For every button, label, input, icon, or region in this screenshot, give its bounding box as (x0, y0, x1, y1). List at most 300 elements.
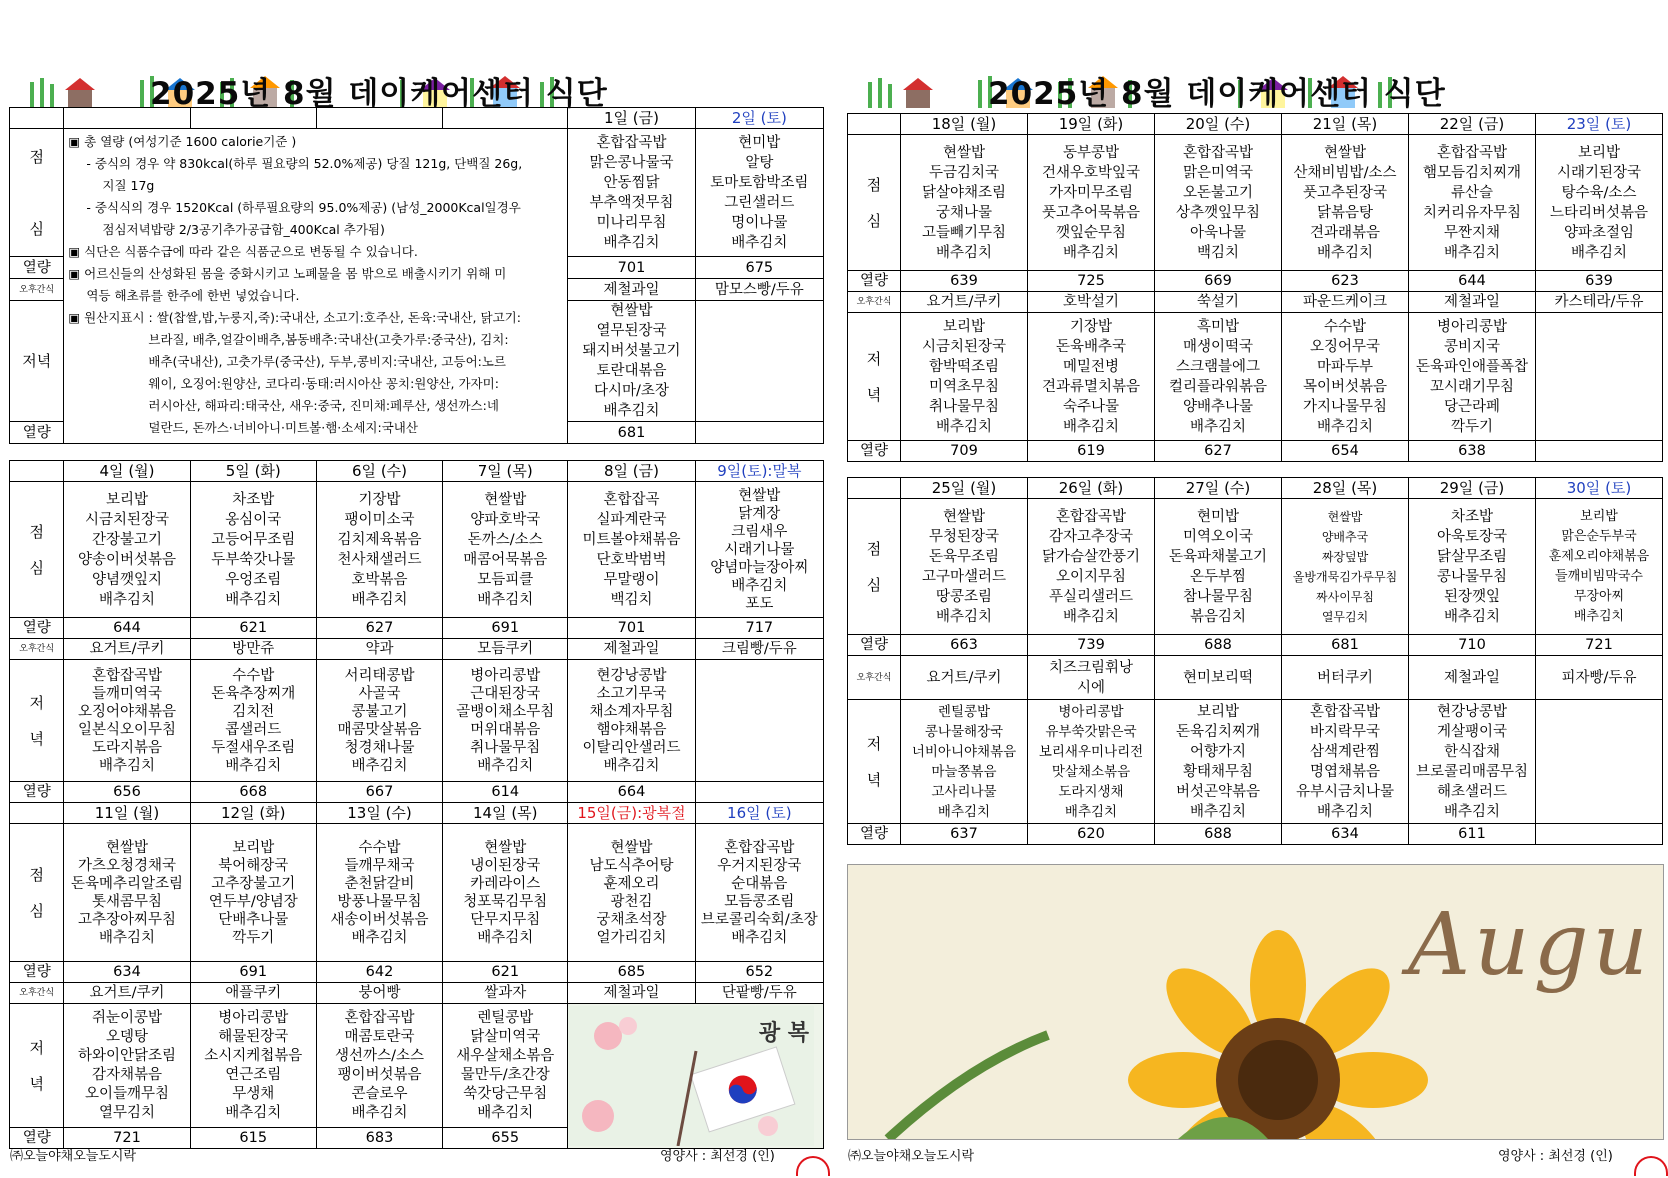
lunch-cell (1028, 135, 1155, 271)
menu-item: 백김치 (1196, 244, 1240, 261)
menu-item: 기장밥 (1069, 318, 1113, 335)
menu-item: 매콤어묵볶음 (463, 551, 548, 568)
menu-item: 토마토함박조림 (710, 174, 809, 191)
menu-item: 너비아니야채볶음 (911, 743, 1017, 760)
menu-item: 생선까스/소스 (335, 1047, 424, 1064)
menu-item: 메밀전병 (1062, 358, 1120, 375)
menu-item: 병아리콩밥 (218, 1009, 289, 1026)
menu-item: 게살팽이국 (1436, 723, 1508, 740)
day-header: 21일 (목) (1282, 114, 1409, 135)
menu-item: 온두부찜 (1189, 568, 1247, 585)
snack-cell: 카스테라/두유 (1536, 292, 1663, 313)
menu-item: 양배추국 (1321, 529, 1369, 544)
menu-item: 명엽채볶음 (1309, 763, 1381, 780)
menu-item: 배추김치 (1570, 244, 1628, 261)
menu-item: 맑은콩나물국 (589, 154, 674, 171)
lunch-cell (190, 482, 316, 618)
menu-item: 렌틸콩밥 (477, 1009, 534, 1026)
dinner-cell (1536, 700, 1663, 824)
cal-cell: 639 (1536, 271, 1663, 292)
lunch-cell (695, 129, 823, 257)
cal-cell: 611 (1409, 824, 1536, 845)
dinner-cell (568, 301, 695, 422)
menu-item: 기장밥 (358, 491, 401, 508)
menu-item: 머위대볶음 (470, 721, 541, 738)
menu-item: 상추깻잎무침 (1175, 204, 1261, 221)
row-label-lunch: 점 심 (10, 129, 64, 257)
menu-item: 시래기나물 (724, 541, 795, 558)
row-label-dinner: 저 녁 (10, 660, 64, 782)
menu-item: 팽이버섯볶음 (337, 1066, 422, 1083)
cal-cell: 681 (568, 422, 695, 444)
menu-item: 마파두부 (1316, 358, 1374, 375)
menu-item: 버섯곤약볶음 (1175, 783, 1261, 800)
menu-item: 현쌀밥 (484, 491, 527, 508)
snack-cell: 단팥빵/두유 (695, 983, 823, 1004)
menu-item: 배추김치 (1573, 608, 1625, 624)
menu-item: 수수밥 (358, 839, 401, 856)
menu-item: 닭계장 (738, 505, 781, 522)
menu-item: 오돈불고기 (1182, 184, 1254, 201)
dinner-cell (316, 660, 442, 782)
menu-item: 현쌀밥 (942, 508, 986, 525)
cal-cell: 642 (316, 962, 442, 983)
menu-item: 류산슬 (1450, 184, 1494, 201)
menu-item: 배추김치 (225, 757, 282, 774)
menu-item: 근대된장국 (470, 685, 541, 702)
menu-item: 목이버섯볶음 (1302, 378, 1388, 395)
dinner-cell (1282, 313, 1409, 441)
cal-cell: 691 (443, 618, 568, 639)
seal-stamp (1634, 1156, 1668, 1176)
menu-item: 배추김치 (477, 757, 534, 774)
menu-item: 꼬시래기무침 (1429, 378, 1515, 395)
menu-item: 춘천닭갈비 (344, 875, 415, 892)
menu-item: 배추김치 (1316, 418, 1374, 435)
menu-item: 남도식추어탕 (589, 857, 674, 874)
lunch-cell (316, 482, 442, 618)
row-label-cal: 열량 (10, 1128, 64, 1149)
row-label-cal: 열량 (10, 618, 64, 639)
menu-item: 돈육무조림 (928, 548, 1000, 565)
dinner-cell (695, 301, 823, 422)
menu-item: 배추김치 (351, 1104, 408, 1121)
dinner-cell (1282, 700, 1409, 824)
menu-item: 고등어무조림 (211, 531, 296, 548)
menu-item: 배추김치 (731, 577, 788, 594)
footer-company: ㈜오늘야채오늘도시락 (10, 1149, 137, 1164)
menu-item: 도라지생채 (1058, 783, 1124, 800)
menu-item: 들깨비빔막국수 (1555, 568, 1643, 584)
menu-item: 배추김치 (935, 244, 993, 261)
page-title: 2025년 8월 데이케어센터 식단 (988, 76, 1446, 112)
dinner-cell (1028, 313, 1155, 441)
menu-item: 황태채무침 (1182, 763, 1254, 780)
menu-item: 배추김치 (477, 591, 534, 608)
snack-cell: 요거트/쿠키 (64, 983, 190, 1004)
menu-item: 연근조림 (225, 1066, 282, 1083)
footer-dietitian: 영양사 : 최선경 (인) (1498, 1149, 1613, 1164)
lunch-cell (1155, 135, 1282, 271)
menu-item: 배추김치 (937, 803, 991, 820)
menu-item: 배추김치 (935, 608, 993, 625)
menu-item: 어향가지 (1189, 743, 1247, 760)
day-header: 30일 (토) (1536, 478, 1663, 499)
cal-cell: 621 (443, 962, 568, 983)
snack-cell: 제철과일 (1409, 292, 1536, 313)
day-header: 9일(토):말복 (695, 461, 823, 482)
snack-cell: 버터쿠키 (1282, 656, 1409, 700)
menu-item: 감자채볶음 (91, 1066, 163, 1083)
lunch-cell (901, 499, 1028, 635)
cal-cell: 655 (443, 1128, 568, 1149)
menu-item: 두부쑥갓나물 (211, 551, 296, 568)
cal-cell: 627 (1155, 441, 1282, 462)
dinner-cell (1536, 313, 1663, 441)
day-header: 8일 (금) (568, 461, 695, 482)
cal-cell: 614 (443, 782, 568, 803)
dinner-cell (1028, 700, 1155, 824)
lunch-cell (443, 824, 568, 962)
cal-cell (1536, 441, 1663, 462)
menu-item: 배추김치 (1064, 803, 1118, 820)
snack-cell: 요거트/쿠키 (901, 656, 1028, 700)
menu-item: 차조밥 (1450, 508, 1494, 525)
snack-cell: 제철과일 (568, 983, 695, 1004)
menu-item: 무생채 (232, 1085, 275, 1102)
notice-box: ▣ 총 열량 (여성기준 1600 calorie기준 ) - 중식의 경우 약 830kcal(하루 필요량의 52.0%제공) 당질 121g, 단백질 26g, 지질 17g - 중식식의 경우 1520Kcal (하루필요량의 95.0%제공) (남성_2000Kcal일경우 점심저녁밥량 2/3공기추가공급함_400Kcal 추가됨) ▣ 식단은 식품수급에 따라 같은 식품군으로 변동될 수 있습니다. ▣ 어르신들의 산성화된 몸을 중화시키고 노폐물을 몸 밖으로 배출시키기 위해 미 역등 해초류를 한주에 한번 넣었습니다. ▣ 원산지표시 : 쌀(찹쌀,밥,누룽지,죽):국내산, 소고기:호주산, 돈육:국내산, 닭고기: 브라질, 배추,얼갈이배추,봄동배추:국내산(고춧가루:중국산), 김치: 배추(국내산), 고춧가루(중국산), 두부,콩비지:국내산, 고등어:노르 웨이, 오징어:원양산, 코다리·동태:러시아산 꽁치:원양산, 가자미: 러시아산, 해파리:태국산, 새우:중국, 진미채:페루산, 생선까스:네 덜란드, 돈까스·너비아니·미트볼·햄·소세지:국내산 (64, 129, 568, 444)
right-page (838, 0, 1668, 1178)
cal-cell: 639 (901, 271, 1028, 292)
menu-item: 배추김치 (225, 591, 282, 608)
menu-item: 천사채샐러드 (337, 551, 422, 568)
snack-cell: 요거트/쿠키 (901, 292, 1028, 313)
menu-item: 병아리콩밥 (470, 667, 541, 684)
menu-item: 미역초무침 (928, 378, 1000, 395)
cal-cell: 721 (64, 1128, 190, 1149)
day-header: 1일 (금) (568, 108, 695, 129)
menu-item: 병아리콩밥 (1058, 703, 1124, 720)
row-label-lunch: 점 심 (848, 499, 901, 635)
cal-cell: 688 (1155, 635, 1282, 656)
cal-cell (695, 422, 823, 444)
menu-item: 배추김치 (351, 591, 408, 608)
menu-item: 배추김치 (99, 591, 156, 608)
menu-item: 들깨무채국 (344, 857, 415, 874)
menu-item: 채소계자무침 (589, 703, 674, 720)
menu-item: 배추김치 (477, 929, 534, 946)
cal-cell: 667 (316, 782, 442, 803)
menu-item: 해초샐러드 (1436, 783, 1508, 800)
menu-item: 짜장덮밥 (1321, 549, 1369, 564)
cal-cell: 669 (1155, 271, 1282, 292)
menu-item: 혼합잡곡밥 (724, 839, 795, 856)
row-label-dinner: 저 녁 (848, 700, 901, 824)
menu-item: 오징어무국 (1309, 338, 1381, 355)
cal-cell: 675 (695, 257, 823, 279)
lunch-cell (64, 824, 190, 962)
menu-item: 그린샐러드 (724, 194, 795, 211)
menu-item: 견과류멸치볶음 (1041, 378, 1141, 395)
menu-item: 콩나물해장국 (924, 723, 1004, 740)
row-label-cal: 열량 (848, 441, 901, 462)
dinner-cell (443, 660, 568, 782)
menu-item: 서리태콩밥 (344, 667, 415, 684)
menu-item: 햄야채볶음 (596, 721, 667, 738)
menu-item: 이탈리안샐러드 (582, 739, 681, 756)
menu-item: 일본식오이무침 (77, 721, 177, 738)
row-label-lunch: 점 심 (848, 135, 901, 271)
seal-stamp (796, 1156, 830, 1176)
menu-item: 콘슬로우 (351, 1085, 408, 1102)
left-page (0, 0, 830, 1178)
lunch-cell (568, 824, 695, 962)
menu-item: 깍두기 (1450, 418, 1494, 435)
menu-item: 돈육메추리알조림 (70, 875, 184, 892)
snack-cell: 애플쿠키 (190, 983, 316, 1004)
menu-item: 콩나물무침 (1436, 568, 1508, 585)
cal-cell: 664 (568, 782, 695, 803)
cal-cell: 638 (1409, 441, 1536, 462)
day-header: 14일 (목) (443, 803, 568, 824)
day-header: 25일 (월) (901, 478, 1028, 499)
menu-item: 현쌀밥 (942, 144, 986, 161)
day-header: 28일 (목) (1282, 478, 1409, 499)
menu-item: 청경채나물 (344, 739, 415, 756)
menu-item: 돈육파인애플폭찹 (1415, 358, 1529, 375)
menu-item: 차조밥 (232, 491, 275, 508)
snack-cell: 크림빵/두유 (695, 639, 823, 660)
row-label-snack: 오후간식 (10, 983, 64, 1004)
menu-item: 김치제육볶음 (337, 531, 422, 548)
cal-cell: 663 (901, 635, 1028, 656)
menu-item: 고추장아찌무침 (77, 911, 177, 928)
menu-item: 탕수육/소스 (1561, 184, 1637, 201)
menu-item: 맛살채소볶음 (1051, 763, 1131, 780)
menu-item: 팽이미소국 (344, 511, 415, 528)
menu-item: 배추김치 (1062, 608, 1120, 625)
menu-item: 청포묵김무침 (463, 893, 548, 910)
cal-cell: 623 (1282, 271, 1409, 292)
day-header: 6일 (수) (316, 461, 442, 482)
menu-item: 호박볶음 (351, 571, 408, 588)
menu-item: 고사리나물 (931, 783, 997, 800)
menu-item: 감자고추장국 (1048, 528, 1134, 545)
row-label-dinner: 저 녁 (848, 313, 901, 441)
menu-item: 현쌀밥 (610, 839, 653, 856)
row-label-snack: 오후간식 (10, 639, 64, 660)
snack-cell: 파운드케이크 (1282, 292, 1409, 313)
snack-cell: 요거트/쿠키 (64, 639, 190, 660)
dinner-cell (64, 660, 190, 782)
august-script-text: Augu (1408, 895, 1652, 995)
menu-item: 땅콩조림 (935, 588, 993, 605)
corner-cell (10, 108, 64, 129)
lunch-cell (443, 482, 568, 618)
menu-item: 참나물무침 (1182, 588, 1254, 605)
menu-item: 맑은순두부국 (1561, 528, 1637, 544)
menu-item: 배추김치 (731, 234, 788, 251)
menu-item: 깻잎순무침 (1055, 224, 1127, 241)
cal-cell: 634 (1282, 824, 1409, 845)
dinner-cell (1409, 700, 1536, 824)
menu-item: 배추김치 (1316, 803, 1374, 820)
menu-item: 치커리유자무침 (1422, 204, 1522, 221)
row-label-lunch: 점 심 (10, 824, 64, 962)
menu-item: 보리밥 (106, 491, 149, 508)
menu-item: 우거지된장국 (717, 857, 802, 874)
menu-item: 볶음김치 (1189, 608, 1247, 625)
lunch-cell (1282, 135, 1409, 271)
cal-cell: 710 (1409, 635, 1536, 656)
day-header: 15일(금):광복절 (568, 803, 695, 824)
menu-item: 크림새우 (731, 523, 788, 540)
menu-item: 브로콜리매콤무침 (1415, 763, 1529, 780)
menu-item: 해물된장국 (218, 1028, 289, 1045)
menu-item: 삼색계란찜 (1309, 743, 1381, 760)
menu-item: 함박떡조림 (928, 358, 1000, 375)
cal-cell: 637 (901, 824, 1028, 845)
menu-item: 콩불고기 (351, 703, 408, 720)
menu-item: 시금치된장국 (921, 338, 1007, 355)
page-title: 2025년 8월 데이케어센터 식단 (150, 76, 608, 112)
day-header: 16일 (토) (695, 803, 823, 824)
dinner-cell (901, 313, 1028, 441)
menu-item: 양파호박국 (470, 511, 541, 528)
menu-item: 광천김 (610, 893, 653, 910)
cal-cell: 709 (901, 441, 1028, 462)
menu-item: 얼가리김치 (596, 929, 667, 946)
day-header: 22일 (금) (1409, 114, 1536, 135)
dinner-cell (64, 1004, 190, 1128)
snack-cell: 쑥설기 (1155, 292, 1282, 313)
menu-item: 수수밥 (232, 667, 275, 684)
poster-title: 광 복 (758, 1021, 809, 1046)
row-label-cal: 열량 (848, 271, 901, 292)
menu-item: 고들빼기무침 (921, 224, 1007, 241)
menu-item: 닭볶음탕 (1316, 204, 1374, 221)
day-header: 19일 (화) (1028, 114, 1155, 135)
menu-item: 양파초절임 (1563, 224, 1635, 241)
menu-item: 스크램블에그 (1175, 358, 1261, 375)
menu-item: 미역오이국 (1182, 528, 1254, 545)
cal-cell (695, 782, 823, 803)
menu-item: 실파계란국 (596, 511, 667, 528)
menu-item: 현미밥 (1196, 508, 1240, 525)
menu-item: 현쌀밥 (1327, 509, 1363, 524)
snack-cell: 제철과일 (568, 639, 695, 660)
menu-item: 두금김치국 (928, 164, 1000, 181)
cal-cell: 619 (1028, 441, 1155, 462)
menu-item: 시래기된장국 (1556, 164, 1642, 181)
menu-item: 배추김치 (99, 757, 156, 774)
menu-item: 보리밥 (1577, 144, 1621, 161)
menu-item: 오이들깨무침 (84, 1085, 170, 1102)
snack-cell: 맘모스빵/두유 (695, 279, 823, 301)
row-label-snack: 오후간식 (848, 656, 901, 700)
menu-item: 배추김치 (225, 1104, 282, 1121)
menu-item: 가츠오청경채국 (77, 857, 177, 874)
cal-cell: 644 (64, 618, 190, 639)
menu-item: 혼합잡곡밥 (344, 1009, 415, 1026)
menu-item: 배추김치 (731, 929, 788, 946)
menu-item: 혼합잡곡밥 (1436, 144, 1508, 161)
menu-item: 무청된장국 (928, 528, 1000, 545)
menu-item: 쥐눈이콩밥 (91, 1009, 163, 1026)
lunch-cell (695, 824, 823, 962)
cal-cell: 721 (1536, 635, 1663, 656)
menu-item: 배추김치 (1443, 244, 1501, 261)
menu-item: 궁채나물 (935, 204, 993, 221)
cal-cell: 634 (64, 962, 190, 983)
menu-item: 깍두기 (232, 929, 275, 946)
menu-item: 현쌀밥 (610, 303, 653, 319)
menu-item: 배추김치 (477, 1104, 534, 1121)
snack-cell: 피자빵/두유 (1536, 656, 1663, 700)
row-label-dinner: 저 녁 (10, 1004, 64, 1128)
dinner-cell (901, 700, 1028, 824)
menu-item: 열무김치 (1321, 609, 1369, 624)
menu-item: 콥샐러드 (225, 721, 282, 738)
menu-item: 양념마늘장아찌 (710, 559, 809, 576)
menu-item: 돈육배추국 (1055, 338, 1127, 355)
menu-item: 양배추나물 (1182, 398, 1254, 415)
menu-item: 아욱토장국 (1436, 528, 1508, 545)
menu-item: 토란대볶음 (596, 363, 667, 379)
menu-item: 오뎅탕 (106, 1028, 149, 1045)
menu-item: 닭살무조림 (1436, 548, 1508, 565)
menu-item: 포도 (745, 595, 774, 612)
menu-item: 매콤토란국 (344, 1028, 415, 1045)
menu-item: 오징어야채볶음 (77, 703, 177, 720)
row-label-cal: 열량 (10, 257, 64, 279)
liberation-day-poster (568, 1004, 824, 1149)
menu-item: 돼지버섯불고기 (582, 343, 681, 359)
menu-item: 브로콜리숙회/초장 (700, 911, 818, 928)
menu-item: 도라지볶음 (91, 739, 163, 756)
cal-cell: 656 (64, 782, 190, 803)
menu-item: 미나리무침 (596, 214, 667, 231)
menu-item: 렌틸콩밥 (937, 703, 991, 720)
cal-cell: 688 (1155, 824, 1282, 845)
menu-item: 보리밥 (1580, 508, 1618, 524)
menu-item: 혼합잡곡 (603, 491, 660, 508)
menu-item: 유부쑥갓맑은국 (1045, 723, 1137, 740)
menu-item: 건새우호박잎국 (1041, 164, 1141, 181)
menu-item: 혼합잡곡밥 (1055, 508, 1127, 525)
menu-item: 안동찜닭 (603, 174, 660, 191)
menu-item: 보리밥 (232, 839, 275, 856)
dinner-cell (1155, 313, 1282, 441)
menu-item: 느타리버섯볶음 (1549, 204, 1649, 221)
menu-item: 흑미밥 (1196, 318, 1240, 335)
cal-cell: 644 (1409, 271, 1536, 292)
menu-item: 소고기무국 (596, 685, 667, 702)
menu-item: 배추김치 (1443, 803, 1501, 820)
lunch-cell (1409, 135, 1536, 271)
menu-item: 컬리플라워볶음 (1168, 378, 1268, 395)
lunch-cell (568, 129, 695, 257)
menu-item: 배추김치 (603, 757, 660, 774)
menu-item: 풋고추어묵볶음 (1041, 204, 1141, 221)
day-header: 27일 (수) (1155, 478, 1282, 499)
menu-item: 카레라이스 (470, 875, 541, 892)
lunch-cell (568, 482, 695, 618)
menu-item: 단무지무침 (470, 911, 541, 928)
day-header: 5일 (화) (190, 461, 316, 482)
menu-item: 닭가슴살깐풍기 (1041, 548, 1141, 565)
menu-item: 무말랭이 (603, 571, 660, 588)
